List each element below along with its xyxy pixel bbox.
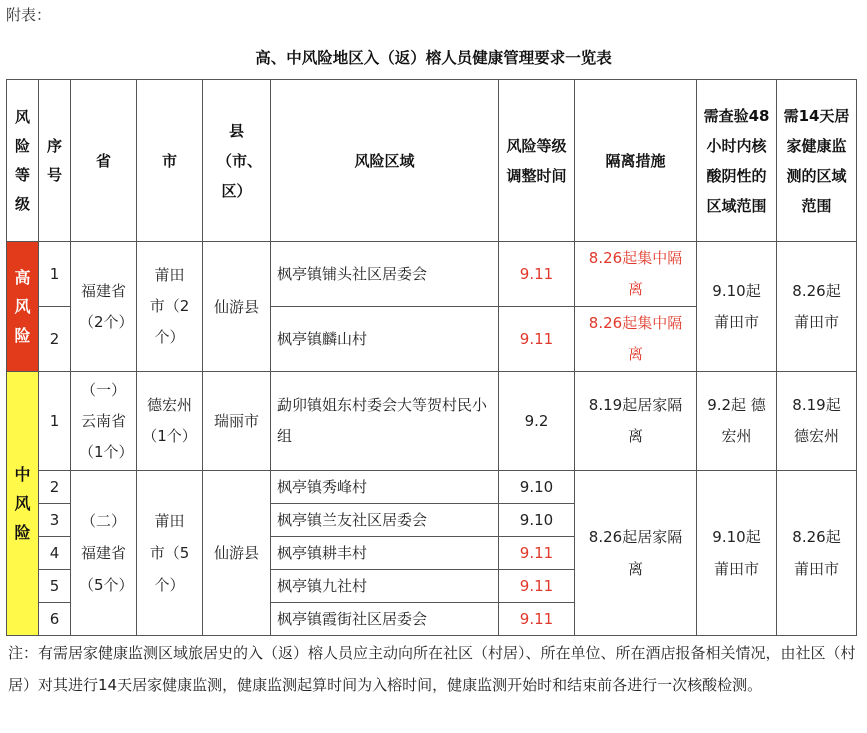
- header-county: 县（市、区）: [203, 80, 271, 242]
- province-cell: （一）云南省（1个）: [71, 372, 137, 471]
- county-cell: 仙游县: [203, 471, 271, 636]
- area-cell: 枫亭镇秀峰村: [271, 471, 499, 504]
- test48-cell: 9.10起莆田市: [697, 471, 777, 636]
- adjust-cell: 9.11: [499, 307, 575, 372]
- header-row: [7, 80, 857, 242]
- county-cell: 瑞丽市: [203, 372, 271, 471]
- risk-table: [6, 79, 857, 636]
- area-cell: 枫亭镇铺头社区居委会: [271, 242, 499, 307]
- test48-cell: 9.10起莆田市: [697, 242, 777, 372]
- seq-cell: 5: [39, 570, 71, 603]
- city-cell: 德宏州（1个）: [137, 372, 203, 471]
- table-row: [7, 372, 857, 471]
- seq-cell: 1: [39, 242, 71, 307]
- province-cell: 福建省（2个）: [71, 242, 137, 372]
- county-cell: 仙游县: [203, 242, 271, 372]
- seq-cell: 3: [39, 504, 71, 537]
- area-cell: 枫亭镇麟山村: [271, 307, 499, 372]
- area-cell: 枫亭镇九社村: [271, 570, 499, 603]
- adjust-cell: 9.11: [499, 537, 575, 570]
- area-cell: 勐卯镇姐东村委会大等贺村民小组: [271, 372, 499, 471]
- isolation-cell: 8.26起居家隔离: [575, 471, 697, 636]
- header-city: 市: [137, 80, 203, 242]
- city-cell: 莆田市（5个）: [137, 471, 203, 636]
- adjust-cell: 9.11: [499, 570, 575, 603]
- header-monitor14: 需14天居家健康监测的区域范围: [777, 80, 857, 242]
- header-adjust: 风险等级调整时间: [499, 80, 575, 242]
- header-seq: 序号: [39, 80, 71, 242]
- seq-cell: 6: [39, 603, 71, 636]
- seq-cell: 1: [39, 372, 71, 471]
- monitor14-cell: 8.19起德宏州: [777, 372, 857, 471]
- header-test48: 需查验48小时内核酸阴性的区域范围: [697, 80, 777, 242]
- header-level: 风险等级: [7, 80, 39, 242]
- province-cell: （二）福建省（5个）: [71, 471, 137, 636]
- monitor14-cell: 8.26起莆田市: [777, 471, 857, 636]
- seq-cell: 2: [39, 307, 71, 372]
- table-row: [7, 471, 857, 504]
- adjust-cell: 9.11: [499, 603, 575, 636]
- header-province: 省: [71, 80, 137, 242]
- isolation-cell: 8.19起居家隔离: [575, 372, 697, 471]
- monitor14-cell: 8.26起莆田市: [777, 242, 857, 372]
- attachment-label: 附表：: [6, 6, 52, 24]
- table-row: [7, 242, 857, 307]
- area-cell: 枫亭镇兰友社区居委会: [271, 504, 499, 537]
- area-cell: 枫亭镇耕丰村: [271, 537, 499, 570]
- header-isolation: 隔离措施: [575, 80, 697, 242]
- adjust-cell: 9.10: [499, 471, 575, 504]
- adjust-cell: 9.11: [499, 242, 575, 307]
- adjust-cell: 9.2: [499, 372, 575, 471]
- seq-cell: 4: [39, 537, 71, 570]
- area-cell: 枫亭镇霞街社区居委会: [271, 603, 499, 636]
- high-risk-label: 高风险: [7, 242, 39, 372]
- test48-cell: 9.2起 德宏州: [697, 372, 777, 471]
- isolation-cell: 8.26起集中隔离: [575, 242, 697, 307]
- adjust-cell: 9.10: [499, 504, 575, 537]
- seq-cell: 2: [39, 471, 71, 504]
- page-title: 高、中风险地区入（返）榕人员健康管理要求一览表: [255, 49, 612, 67]
- isolation-cell: 8.26起集中隔离: [575, 307, 697, 372]
- footnote: 注：有需居家健康监测区域旅居史的入（返）榕人员应主动向所在社区（村居）、所在单位、所在酒店报备相关情况，由社区（村居）对其进行14天居家健康监测，健康监测起算时间为入榕时间，健康监测开始时和结束前各进行一次核酸检测。: [8, 644, 856, 694]
- medium-risk-label: 中风险: [7, 372, 39, 636]
- city-cell: 莆田市（2个）: [137, 242, 203, 372]
- header-area: 风险区域: [271, 80, 499, 242]
